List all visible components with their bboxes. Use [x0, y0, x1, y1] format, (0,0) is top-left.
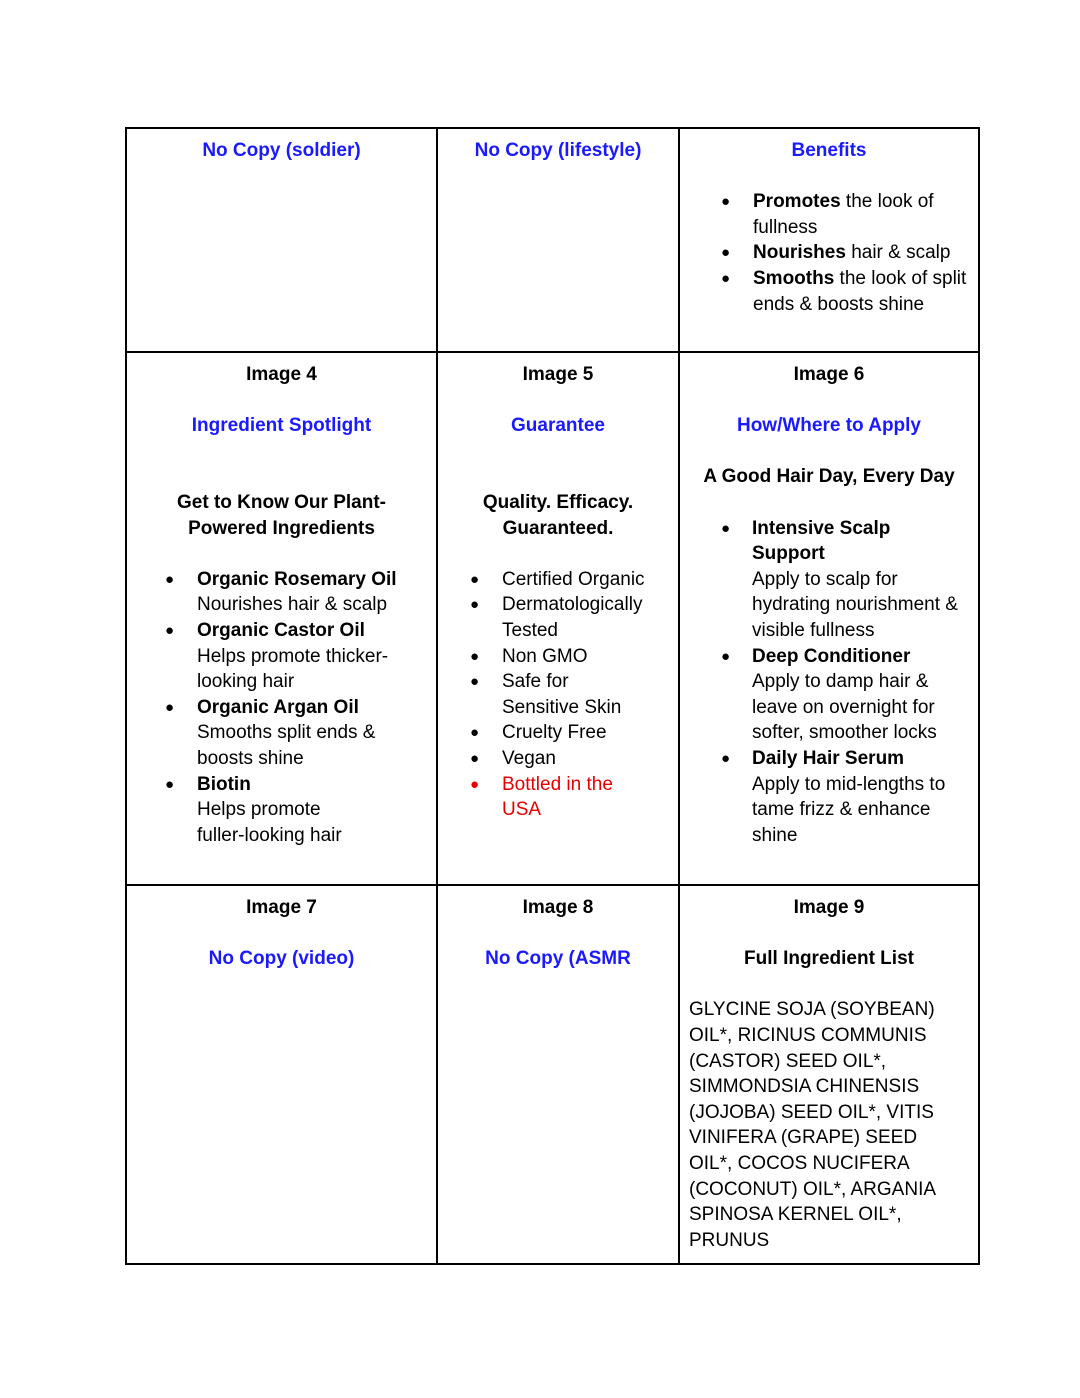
list-item: ● Nourishes hair & scalp	[688, 240, 970, 266]
list-item: ● Daily Hair Serum Apply to mid-lengths to tame frizz & enhance shine	[688, 746, 970, 848]
cell-heading: A Good Hair Day, Every Day	[703, 466, 955, 488]
cell-heading: Get to Know Our Plant-Powered Ingredients	[177, 491, 386, 539]
list-item: ● Certified Organic	[437, 567, 670, 593]
cell-title: No Copy (ASMR	[485, 948, 631, 970]
cell-title: Benefits	[791, 140, 867, 161]
cell-heading: Quality. Efficacy. Guaranteed.	[482, 491, 634, 539]
image-label: Image 6	[793, 364, 865, 385]
list-item: ● Organic Castor Oil Helps promote thicker-looking hair	[132, 618, 428, 695]
list-item: ● Promotes the look of fullness	[688, 189, 970, 240]
list-item: ● Safe for Sensitive Skin	[437, 669, 670, 720]
cell-full-ingredients	[679, 885, 979, 1264]
cell-title: Ingredient Spotlight	[191, 415, 372, 437]
list-item: ● Cruelty Free	[437, 720, 670, 746]
image-label: Image 8	[522, 897, 594, 918]
guarantee-list	[437, 567, 670, 823]
content-table	[125, 127, 980, 1265]
cell-heading: Full Ingredient List	[744, 948, 914, 970]
cell-asmr	[437, 885, 679, 1264]
list-item: ● Biotin Helps promote fuller-looking hair	[132, 772, 428, 849]
list-item: ● Intensive Scalp Support Apply to scalp for hydrating nourishment & visible fullness	[688, 516, 970, 644]
list-item: ● Vegan	[437, 746, 670, 772]
image-label: Image 9	[793, 897, 865, 918]
list-item: ● Smooths the look of split ends & boosts shine	[688, 266, 970, 317]
image-label: Image 5	[522, 364, 594, 385]
cell-lifestyle	[437, 128, 679, 352]
cell-ingredient-spotlight	[126, 352, 437, 885]
list-item: ● Dermatologically Tested	[437, 592, 670, 643]
cell-soldier	[126, 128, 437, 352]
cell-video	[126, 885, 437, 1264]
cell-title: No Copy (soldier)	[202, 140, 361, 161]
list-item: ● Organic Argan Oil Smooths split ends & boosts shine	[132, 695, 428, 772]
ingredient-list-text: GLYCINE SOJA (SOYBEAN) OIL*, RICINUS COMMUNIS (CASTOR) SEED OIL*, SIMMONDSIA CHINENSIS (JOJOBA) SEED OIL*, VITIS VINIFERA (GRAPE) SEED OIL*, COCOS NUCIFERA (COCONUT) OIL*, ARGANIA SPINOSA KERNEL OIL*, PRUNUS	[689, 999, 935, 1251]
cell-guarantee	[437, 352, 679, 885]
image-label: Image 4	[246, 364, 317, 385]
cell-benefits	[679, 128, 979, 352]
cell-how-to-apply	[679, 352, 979, 885]
cell-title: How/Where to Apply	[736, 415, 922, 437]
benefits-list	[688, 189, 970, 317]
image-label: Image 7	[246, 897, 317, 918]
ingredients-list	[132, 567, 428, 849]
list-item: ● Non GMO	[437, 644, 670, 670]
cell-title: Guarantee	[511, 415, 605, 437]
list-item: ● Deep Conditioner Apply to damp hair & leave on overnight for softer, smoother locks	[688, 644, 970, 746]
apply-list	[688, 516, 970, 849]
cell-title: No Copy (lifestyle)	[474, 140, 642, 161]
list-item: ● Organic Rosemary Oil Nourishes hair & scalp	[132, 567, 428, 618]
list-item: ● Bottled in the USA	[437, 772, 670, 823]
cell-title: No Copy (video)	[208, 948, 355, 970]
